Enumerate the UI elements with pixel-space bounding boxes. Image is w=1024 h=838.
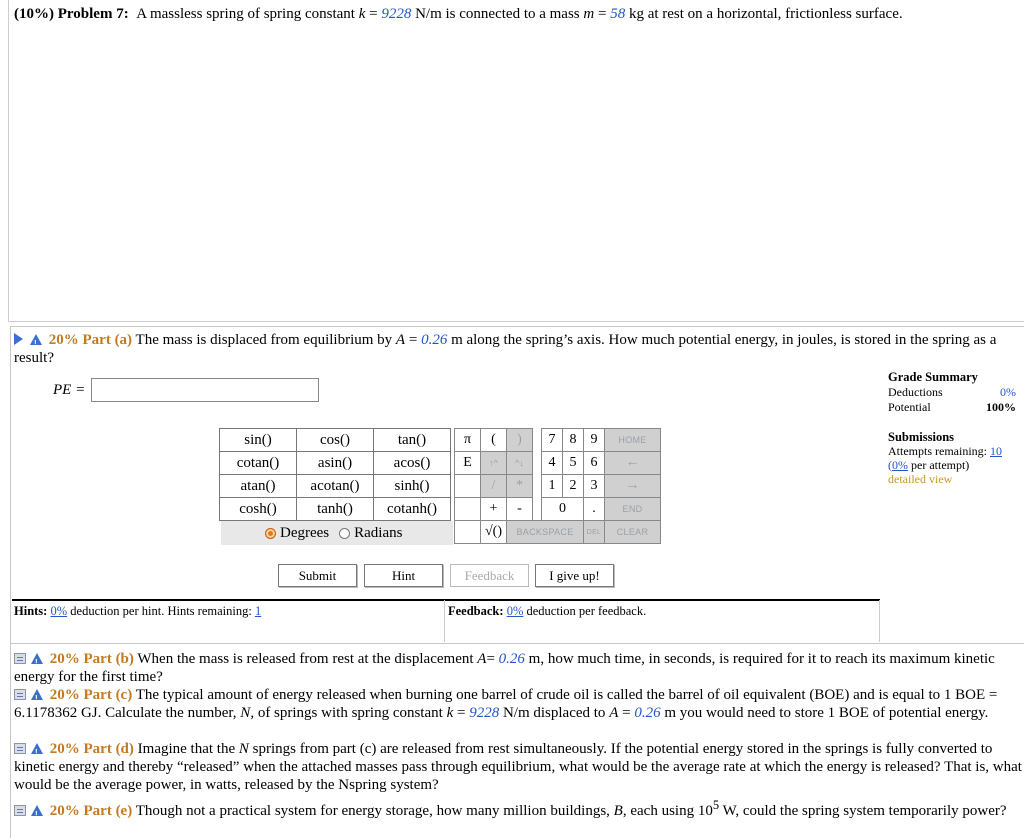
answer-input[interactable] [91,378,319,402]
part-b-text: When the mass is released from rest at the displacement [137,651,474,667]
keypad-gap [533,475,542,498]
pi-key[interactable]: π [455,429,481,452]
keypad-gap [533,498,542,521]
N-symbol: N [240,705,251,721]
angle-mode [221,521,453,545]
part-b-label: Part (b) [83,651,134,667]
part-d[interactable] [14,740,1022,794]
problem-text-3: kg at rest on a horizontal, frictionless surface. [628,6,903,22]
hints-info [14,604,261,619]
A-symbol: A [477,651,487,667]
power-exponent: 5 [712,798,720,812]
N-symbol: N [238,741,249,757]
deductions-label: Deductions [888,385,943,399]
key-9[interactable]: 9 [584,429,605,452]
part-a-question: ! 20% Part (a) The mass is displaced from equilibrium by A = 0.26 m along the spring’s axis. How much potential energy, in joules, is stored in the spring as a result? [14,331,1014,367]
hints-remaining: 1 [254,604,262,618]
part-a-text: The mass is displaced from equilibrium by [135,332,393,348]
cos-key[interactable]: cos() [297,429,374,452]
rparen-key[interactable]: ) [507,429,533,452]
star-key[interactable]: * [507,475,533,498]
dot-key[interactable]: . [584,498,605,521]
warning-icon [31,689,43,700]
A-value: 0.26 [421,332,448,348]
cotan-key[interactable]: cotan() [220,452,297,475]
sinh-key[interactable]: sinh() [374,475,451,498]
part-b-text-2: m, how much time, in seconds, is required for it to reach its maximum kinetic energy for the first time? [14,651,995,685]
problem-label: (10%) Problem 7: [14,6,129,22]
minus-key[interactable]: - [507,498,533,521]
acotan-key[interactable]: acotan() [297,475,374,498]
k-value: 9228 [381,6,412,22]
backspace-key[interactable]: BACKSPACE [507,521,584,544]
part-c-label: Part (c) [83,687,133,703]
part-d-text: Imagine that the [137,741,236,757]
per-attempt-text: per attempt) [911,458,970,472]
key-2[interactable]: 2 [563,475,584,498]
plus-key[interactable]: + [481,498,507,521]
k-symbol: k [358,6,366,22]
part-c[interactable]: ! 20% Part (c) The typical amount of energy released when burning one barrel of crude oil is called the barrel of oil equivalent (BOE) and is equal to 1 BOE = 6.1178362 GJ. Calculate the number, N, of springs with spring constant k = 9228 N/m displaced to A = 0.26 m you would need to store 1 BOE of potential energy. [14,686,1022,722]
deductions-value: 0% [1000,385,1016,399]
problem-statement: (10%) Problem 7: A massless spring of spring constant k = 9228 N/m is connected to a mass m = 58 kg at rest on a horizontal, frictionless surface. [14,6,903,22]
A-symbol: A [609,705,619,721]
m-value: 58 [610,6,626,22]
part-a-label: Part (a) [82,332,133,348]
caret-down-key[interactable]: ^↓ [507,452,533,475]
A-value: 0.26 [634,705,661,721]
grade-summary-title: Grade Summary [888,370,978,384]
cotanh-key[interactable]: cotanh() [374,498,451,521]
warning-icon [31,653,43,664]
atan-key[interactable]: atan() [220,475,297,498]
feedback-pct: 0% [506,604,524,618]
feedback-label: Feedback: [448,604,504,618]
part-a-percent: 20% [48,332,79,348]
document-icon [14,653,26,664]
submit-button[interactable]: Submit [278,564,357,587]
problem-panel [8,0,1024,322]
key-5[interactable]: 5 [563,452,584,475]
document-icon [14,743,26,754]
tanh-key[interactable]: tanh() [297,498,374,521]
potential-value: 100% [986,400,1016,414]
blank-key [455,498,481,521]
hints-label: Hints: [14,604,48,618]
feedback-text: deduction per feedback. [526,604,647,618]
attempts-label: Attempts remaining: [888,444,987,458]
degrees-label: Degrees [280,524,330,541]
clear-key[interactable]: CLEAR [605,521,661,544]
up-caret-key[interactable]: ↑^ [481,452,507,475]
part-b[interactable]: ! 20% Part (b) When the mass is released from rest at the displacement A= 0.26 m, how much time, in seconds, is required for it to reach its maximum kinetic energy for the first time? [14,650,1022,686]
problem-text-2: N/m is connected to a mass [415,6,580,22]
part-c-text-3: N/m displaced to [502,705,606,721]
power-base: 10 [697,803,713,819]
key-8[interactable]: 8 [563,429,584,452]
key-1[interactable]: 1 [542,475,563,498]
problem-text: A massless spring of spring constant [136,6,355,22]
key-3[interactable]: 3 [584,475,605,498]
part-c-percent: 20% [49,687,80,703]
submissions: Submissions Attempts remaining: 10 (0% per attempt) detailed view [888,430,1018,486]
degrees-radio[interactable] [265,528,276,539]
hints-pct: 0% [50,604,68,618]
cosh-key[interactable]: cosh() [220,498,297,521]
warning-icon [30,334,42,345]
attempts-value: 10 [989,444,1002,458]
submissions-title: Submissions [888,430,955,444]
blank-key [455,521,481,544]
answer-label: PE = [53,382,86,398]
feedback-info [448,604,646,619]
e-key[interactable]: E [455,452,481,475]
document-icon [14,805,26,816]
asin-key[interactable]: asin() [297,452,374,475]
part-d-percent: 20% [49,741,80,757]
A-symbol: A [395,332,406,348]
hint-button[interactable]: Hint [364,564,443,587]
part-e-text-2: , each using [622,803,695,819]
right-arrow-key[interactable]: → [605,475,661,498]
radians-label: Radians [354,524,403,541]
tan-key[interactable]: tan() [374,429,451,452]
m-symbol: m [583,6,595,22]
key-6[interactable]: 6 [584,452,605,475]
part-e-percent: 20% [49,803,80,819]
end-key[interactable]: END [605,498,661,521]
key-0[interactable]: 0 [542,498,584,521]
part-e-label: Part (e) [83,803,133,819]
key-7[interactable]: 7 [542,429,563,452]
key-4[interactable]: 4 [542,452,563,475]
sqrt-key[interactable]: √() [481,521,507,544]
part-d-text-2: springs from part (c) are released from rest simultaneously. If the potential energy stored in the springs is fully converted to kinetic energy and thereby “released” when the attached masses pass through equilibrium, what would be the average rate at which the energy is released? That is, what would be the average power, in watts, released by the Nspring system? [14,741,1022,793]
part-b-percent: 20% [49,651,80,667]
warning-icon [31,743,43,754]
keypad-gap [533,452,542,475]
home-key[interactable]: HOME [605,429,661,452]
slash-key[interactable]: / [481,475,507,498]
sin-key[interactable]: sin() [220,429,297,452]
A-value: 0.26 [498,651,525,667]
part-e-text-3: W, could the spring system temporarily power? [722,803,1007,819]
radians-radio[interactable] [339,528,350,539]
k-value: 9228 [469,705,500,721]
k-symbol: k [446,705,454,721]
warning-icon [31,805,43,816]
blank-key [455,475,481,498]
acos-key[interactable]: acos() [374,452,451,475]
grade-summary [888,370,1016,415]
B-symbol: B [613,803,623,819]
keypad-gap [533,429,542,452]
function-keypad [219,428,451,521]
detailed-view-link[interactable]: detailed view [888,472,953,486]
part-c-text: The typical amount of energy released when burning one barrel of crude oil is called the barrel of oil equivalent (BOE) and is equal to 1 BOE = 6.1178362 GJ. Calculate the number, [14,687,998,721]
hints-text: deduction per hint. Hints remaining: [70,604,252,618]
part-d-label: Part (d) [83,741,134,757]
del-key[interactable]: DEL [584,521,605,544]
number-keypad [454,428,661,544]
part-e[interactable] [14,796,1022,820]
part-e-text: Though not a practical system for energy storage, how many million buildings, [135,803,610,819]
hints-feedback-divider [12,599,880,601]
part-a-text-2: m along the spring’s axis. How much potential energy, in joules, is stored in the spring as a result? [14,332,997,366]
left-arrow-key[interactable]: ← [605,452,661,475]
lparen-key[interactable]: ( [481,429,507,452]
hints-feedback-right-edge [879,600,880,642]
potential-label: Potential [888,400,931,414]
per-attempt-pct: 0% [892,458,908,472]
feedback-button[interactable]: Feedback [450,564,529,587]
hints-feedback-separator [444,600,445,642]
expand-arrow-icon[interactable] [14,333,23,345]
part-c-text-4: m you would need to store 1 BOE of potential energy. [664,705,989,721]
part-c-text-2: , of springs with spring constant [250,705,443,721]
give-up-button[interactable]: I give up! [535,564,614,587]
document-icon [14,689,26,700]
